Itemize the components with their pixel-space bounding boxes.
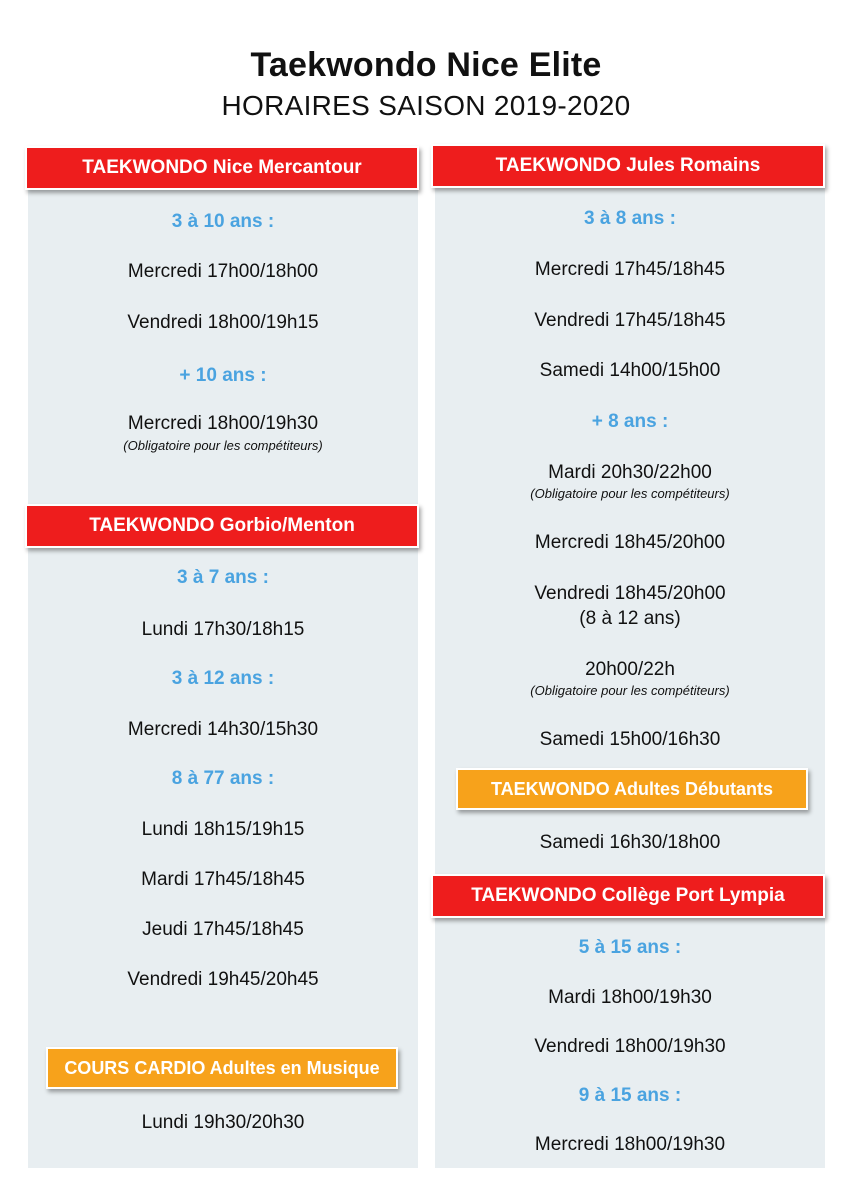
schedule-slot: Samedi 14h00/15h00 bbox=[539, 360, 721, 381]
schedule-slot-detail: (8 à 12 ans) bbox=[579, 608, 681, 629]
schedule-slot: Mercredi 18h00/19h30 bbox=[127, 413, 319, 434]
banner-gorbio-menton: TAEKWONDO Gorbio/Menton bbox=[25, 504, 419, 548]
schedule-note: (Obligatoire pour les compétiteurs) bbox=[123, 438, 323, 453]
age-group-label: 8 à 77 ans : bbox=[171, 768, 275, 789]
left-column-panel bbox=[28, 150, 418, 1168]
schedule-slot: Samedi 15h00/16h30 bbox=[539, 729, 721, 750]
schedule-slot: Vendredi 19h45/20h45 bbox=[127, 969, 319, 990]
schedule-slot: Mercredi 18h45/20h00 bbox=[534, 532, 726, 553]
schedule-slot: Vendredi 18h00/19h15 bbox=[127, 312, 319, 333]
schedule-slot: Vendredi 18h00/19h30 bbox=[534, 1036, 726, 1057]
schedule-slot: Mardi 17h45/18h45 bbox=[141, 869, 305, 890]
banner-college-port-lympia: TAEKWONDO Collège Port Lympia bbox=[431, 874, 825, 918]
schedule-slot: Mercredi 18h00/19h30 bbox=[534, 1134, 726, 1155]
schedule-note: (Obligatoire pour les compétiteurs) bbox=[530, 486, 730, 501]
schedule-slot: Samedi 16h30/18h00 bbox=[539, 832, 721, 853]
age-group-label: 3 à 8 ans : bbox=[584, 208, 676, 229]
schedule-slot: Vendredi 18h45/20h00 bbox=[534, 583, 726, 604]
banner-nice-mercantour: TAEKWONDO Nice Mercantour bbox=[25, 146, 419, 190]
page-subtitle: HORAIRES SAISON 2019-2020 bbox=[221, 90, 631, 121]
banner-cours-cardio: COURS CARDIO Adultes en Musique bbox=[46, 1047, 398, 1089]
schedule-slot: Mercredi 17h00/18h00 bbox=[127, 261, 319, 282]
schedule-slot: Mardi 20h30/22h00 bbox=[548, 462, 712, 483]
page-title: Taekwondo Nice Elite bbox=[250, 46, 602, 84]
schedule-slot: Lundi 18h15/19h15 bbox=[141, 819, 305, 840]
schedule-slot: Mercredi 17h45/18h45 bbox=[534, 259, 726, 280]
schedule-note: (Obligatoire pour les compétiteurs) bbox=[530, 683, 730, 698]
age-group-label: 5 à 15 ans : bbox=[578, 937, 682, 958]
age-group-label: + 8 ans : bbox=[591, 411, 669, 432]
schedule-slot: Lundi 17h30/18h15 bbox=[141, 619, 305, 640]
schedule-slot: 20h00/22h bbox=[585, 659, 675, 680]
schedule-slot: Mardi 18h00/19h30 bbox=[548, 987, 712, 1008]
schedule-slot: Mercredi 14h30/15h30 bbox=[127, 719, 319, 740]
schedule-slot: Lundi 19h30/20h30 bbox=[141, 1112, 305, 1133]
schedule-slot: Vendredi 17h45/18h45 bbox=[534, 310, 726, 331]
age-group-label: 3 à 12 ans : bbox=[171, 668, 275, 689]
banner-adultes-debutants: TAEKWONDO Adultes Débutants bbox=[456, 768, 808, 810]
age-group-label: 9 à 15 ans : bbox=[578, 1085, 682, 1106]
age-group-label: + 10 ans : bbox=[179, 365, 267, 386]
schedule-slot: Jeudi 17h45/18h45 bbox=[142, 919, 304, 940]
age-group-label: 3 à 10 ans : bbox=[171, 211, 275, 232]
age-group-label: 3 à 7 ans : bbox=[177, 567, 269, 588]
banner-jules-romains: TAEKWONDO Jules Romains bbox=[431, 144, 825, 188]
